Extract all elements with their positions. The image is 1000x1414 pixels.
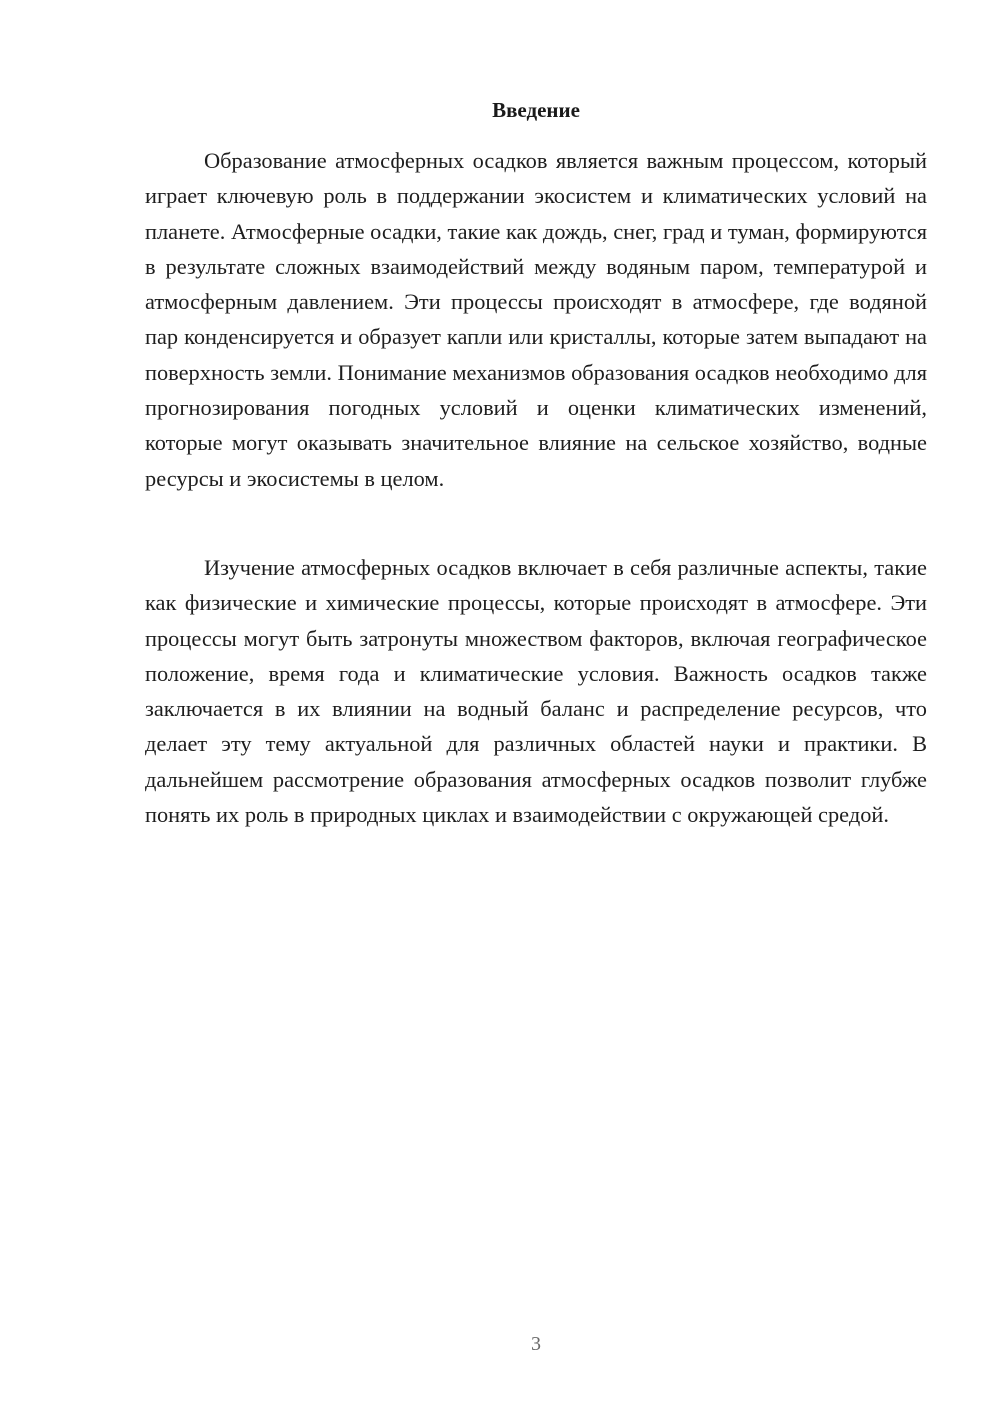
paragraph-2: Изучение атмосферных осадков включает в себя различные аспекты, такие как физические и химические процессы, которые происходят в атмосфере. Эти процессы могут быть затронуты множеством факторов, включая географическое положение, время года и климатические условия. Важность осадков также заключается в их влиянии на водный баланс и распределение ресурсов, что делает эту тему актуальной для различных областей науки и практики. В дальнейшем рассмотрение образования атмосферных осадков позволит глубже понять их роль в природных циклах и взаимодействии с окружающей средой.	[145, 555, 927, 828]
paragraph-1: Образование атмосферных осадков является важным процессом, который играет ключевую роль в поддержании экосистем и климатических условий на планете. Атмосферные осадки, такие как дождь, снег, град и туман, формируются в результате сложных взаимодействий между водяным паром, температурой и атмосферным давлением. Эти процессы происходят в атмосфере, где водяной пар конденсируется и образует капли или кристаллы, которые затем выпадают на поверхность земли. Понимание механизмов образования осадков необходимо для прогнозирования погодных условий и оценки климатических изменений, которые могут оказывать значительное влияние на сельское хозяйство, водные ресурсы и экосистемы в целом.	[145, 148, 927, 491]
page-number: 3	[531, 1333, 541, 1355]
section-heading: Введение	[492, 98, 580, 122]
